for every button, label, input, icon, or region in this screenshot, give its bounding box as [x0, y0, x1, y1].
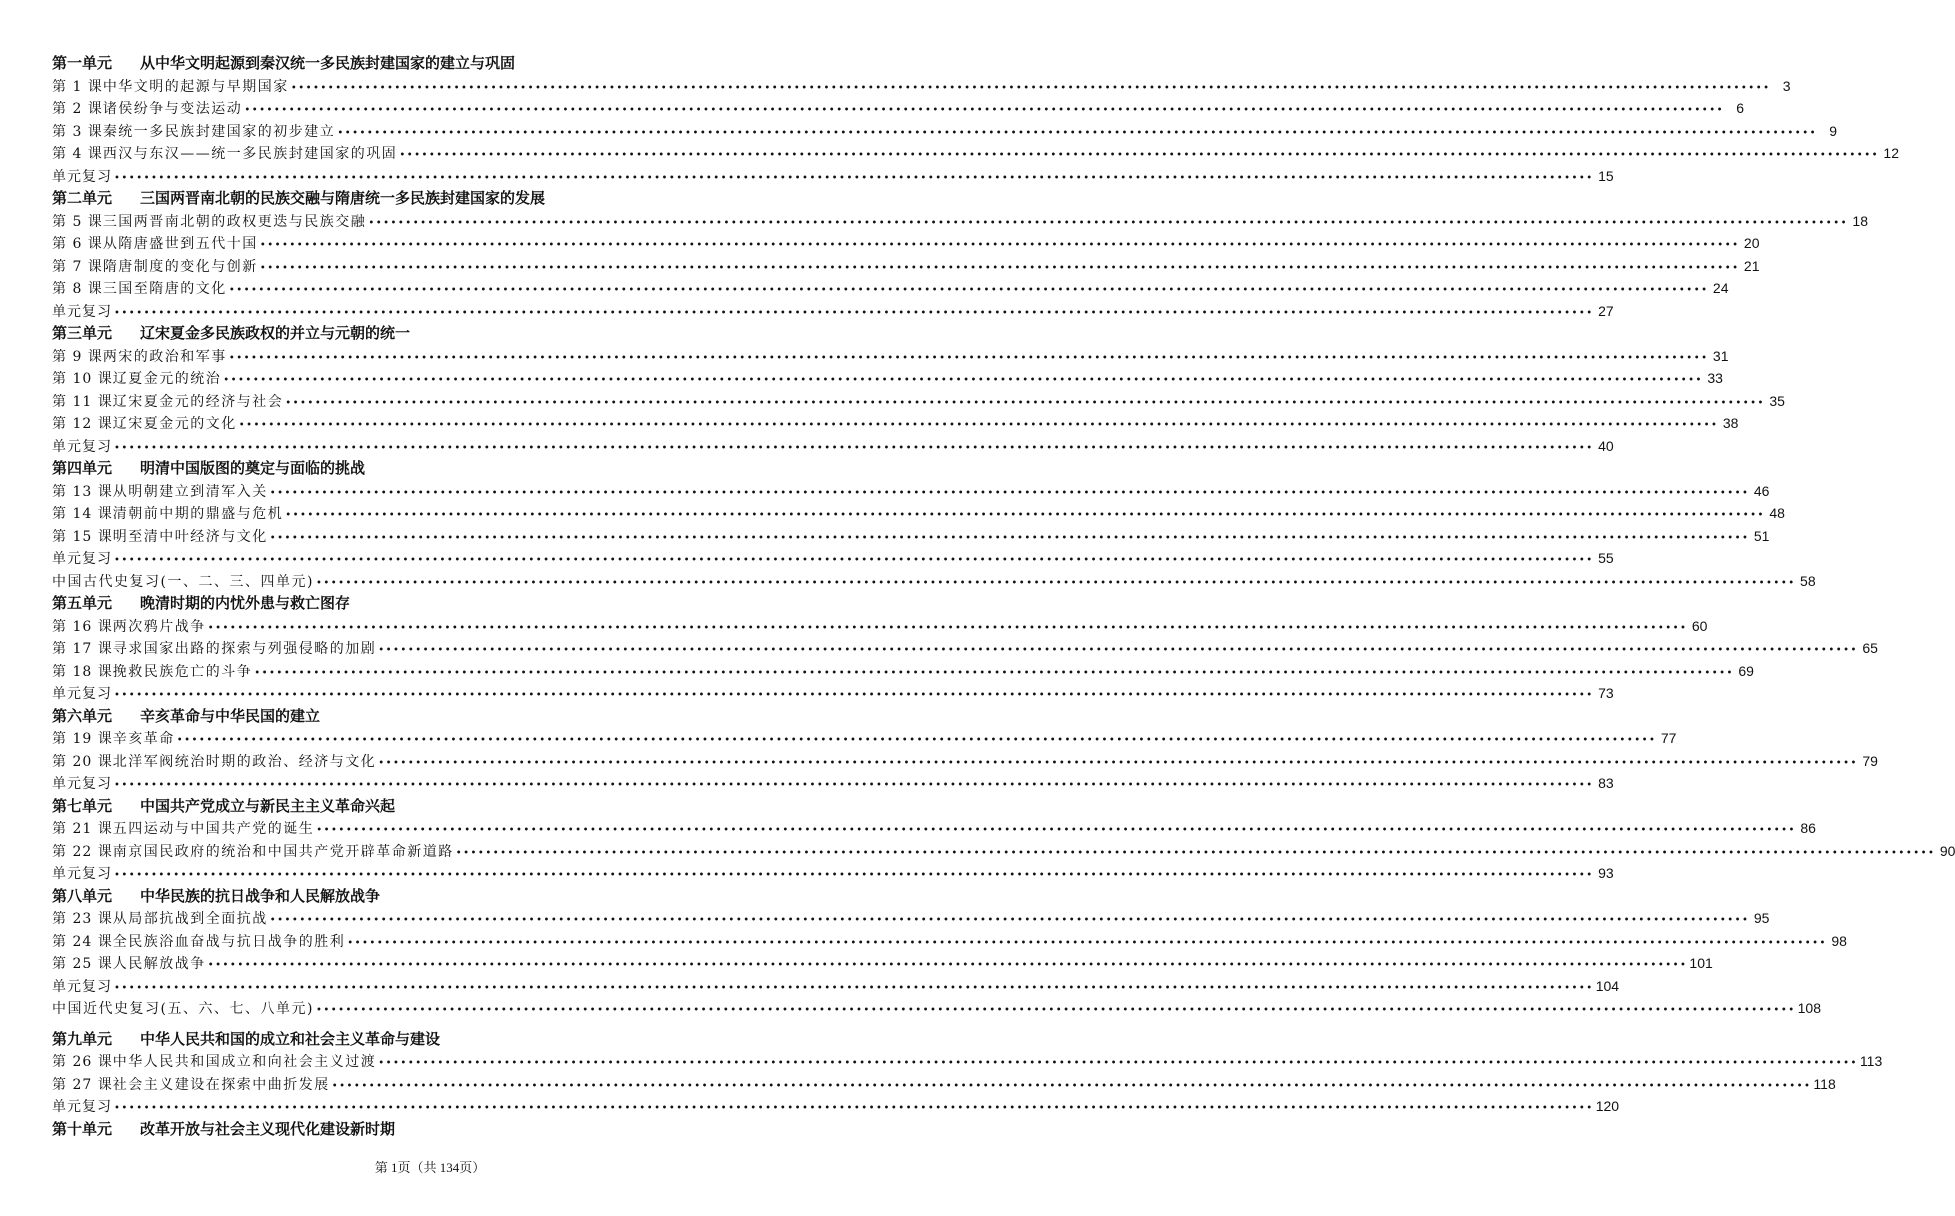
unit-label: 第五单元 [52, 594, 113, 612]
toc-lesson-entry[interactable] [52, 142, 1899, 165]
toc-unit-heading[interactable] [52, 322, 816, 345]
page-number: 55 [1598, 550, 1614, 566]
lesson-label: 第 25 课 [52, 956, 113, 972]
lesson-label: 第 5 课 [52, 213, 103, 230]
lesson-title: 挽救民族危亡的斗争 [112, 663, 253, 680]
lesson-label: 第 23 课 [52, 911, 113, 927]
page-number: 101 [1689, 955, 1713, 971]
lesson-label: 第 3 课 [52, 123, 103, 140]
page-number: 20 [1743, 235, 1760, 251]
toc-lesson-entry[interactable] [52, 1050, 1883, 1073]
leader-dots: •••••••••••••••••••••••••••••••••••••••••••••••••••••••••••••••••••••••••••••••••••••••••••••••••••••••••••••••••••••••••••••••••••••••••••••••••••••••••••••••••••••••••••••••••••••••••••••••••••••••• [228, 285, 1709, 296]
lesson-title: 辽宋夏金元的文化 [112, 416, 237, 432]
unit-label: 第九单元 [52, 1029, 113, 1048]
lesson-title: 从隋唐盛世到五代十国 [102, 236, 258, 252]
leader-dots: •••••••••••••••••••••••••••••••••••••••••••••••••••••••••••••••••••••••••••••••••••••••••••••••••••••••••••••••••••••••••••••••••••••••••••••••••••••••••••••••••••••••••••••••••••••••••••••••••••••••• [114, 442, 1594, 454]
lesson-label: 第 27 课 [52, 1076, 113, 1093]
lesson-title: 北洋军阀统治时期的政治、经济与文化 [112, 753, 377, 770]
lesson-title: 五四运动与中国共产党的诞生 [112, 821, 315, 837]
toc-lesson-entry[interactable] [52, 480, 1770, 503]
toc-unit-heading[interactable] [52, 52, 816, 75]
leader-dots: •••••••••••••••••••••••••••••••••••••••••••••••••••••••••••••••••••••••••••••••••••••••••••••••••••••••••••••••••••••••••••••••••••••••••••••••••••••••••••••••••••••••••••••••••••••••••••••••••••••••• [176, 735, 1657, 746]
toc-lesson-entry[interactable] [52, 930, 1847, 953]
toc-lesson-entry[interactable] [52, 840, 1955, 863]
leader-dots: •••••••••••••••••••••••••••••••••••••••••••••••••••••••••••••••••••••••••••••••••••••••••••••••••••••••••••••••••••••••••••••••••••••••••••••••••••••••••••••••••••••••••••••••••••••••••••••••••••••••• [114, 690, 1594, 701]
lesson-title: 全民族浴血奋战与抗日战争的胜利 [112, 933, 346, 950]
leader-dots: •••••••••••••••••••••••••••••••••••••••••••••••••••••••••••••••••••••••••••••••••••••••••••••••••••••••••••••••••••••••••••••••••••••••••••••••••••••••••••••••••••••••••••••••••••••••••••••••••••••••• [238, 420, 1719, 431]
lesson-label: 第 17 课 [52, 641, 113, 657]
leader-dots: •••••••••••••••••••••••••••••••••••••••••••••••••••••••••••••••••••••••••••••••••••••••••••••••••••••••••••••••••••••••••••••••••••••••••••••••••••••••••••••••••••••••••••••••••••••••••••••••••••••••• [228, 352, 1709, 364]
page-number: 90 [1939, 842, 1955, 859]
lesson-label: 第 14 课 [52, 506, 113, 522]
lesson-title: 辛亥革命 [112, 731, 175, 747]
page-number: 113 [1859, 1053, 1883, 1069]
review-label: 单元复习 [52, 1099, 112, 1115]
toc-review-entry[interactable] [52, 1095, 1620, 1118]
lesson-title: 三国至隋唐的文化 [102, 281, 227, 297]
page-number: 108 [1797, 1000, 1821, 1016]
page-number: 95 [1753, 910, 1770, 926]
page-number: 98 [1831, 932, 1847, 949]
table-of-contents [52, 52, 1955, 1140]
toc-review-entry[interactable] [52, 975, 1620, 998]
lesson-title: 明至清中叶经济与文化 [112, 528, 268, 545]
page-number: 3 [1782, 77, 1791, 94]
toc-lesson-entry[interactable] [52, 727, 1677, 750]
lesson-label: 第 15 课 [52, 528, 113, 545]
leader-dots: •••••••••••••••••••••••••••••••••••••••••••••••••••••••••••••••••••••••••••••••••••••••••••••••••••••••••••••••••••••••••••••••••••••••••••••••••••••••••••••••••••••••••••••••••••••••••••••••••••••••• [368, 217, 1848, 229]
lesson-label: 第 9 课 [52, 348, 103, 365]
page-number: 58 [1800, 572, 1816, 589]
lesson-label: 第 1 课 [52, 78, 103, 95]
toc-lesson-entry[interactable] [52, 637, 1878, 660]
lesson-title: 西汉与东汉——统一多民族封建国家的巩固 [102, 146, 398, 162]
unit-label: 第四单元 [52, 459, 113, 477]
toc-review-entry[interactable] [52, 772, 1614, 795]
leader-dots: •••••••••••••••••••••••••••••••••••••••••••••••••••••••••••••••••••••••••••••••••••••••••••••••••••••••••••••••••••••••••••••••••••••••••••••••••••••••••••••••••••••••••••••••••••••••••••••••••••••••• [269, 915, 1750, 926]
unit-title: 中华人民共和国的成立和社会主义革命与建设 [140, 1029, 441, 1048]
toc-lesson-entry[interactable] [52, 255, 1760, 278]
unit-title: 明清中国版图的奠定与面临的挑战 [140, 459, 366, 477]
toc-unit-heading[interactable] [52, 457, 816, 480]
toc-lesson-entry[interactable] [52, 390, 1785, 413]
unit-title: 三国两晋南北朝的民族交融与隋唐统一多民族封建国家的发展 [140, 189, 546, 207]
leader-dots: •••••••••••••••••••••••••••••••••••••••••••••••••••••••••••••••••••••••••••••••••••••••••••••••••••••••••••••••••••••••••••••••••••••••••••••••••••••••••••••••••••••••••••••••••••••••••••••••••••••••• [331, 1080, 1812, 1092]
leader-dots: •••••••••••••••••••••••••••••••••••••••••••••••••••••••••••••••••••••••••••••••••••••••••••••••••••••••••••••••••••••••••••••••••••••••••••••••••••••••••••••••••••••••••••••••••••••••••••••••••••••••• [378, 645, 1858, 656]
toc-lesson-entry[interactable] [52, 277, 1729, 300]
page-number: 38 [1722, 415, 1739, 431]
toc-lesson-entry[interactable] [52, 615, 1708, 638]
leader-dots: •••••••••••••••••••••••••••••••••••••••••••••••••••••••••••••••••••••••••••••••••••••••••••••••••••••••••••••••••••••••••••••••••••••••••••••••••••••••••••••••••••••••••••••••••••••••••••••••••••••••• [244, 105, 1724, 116]
review-label: 单元复习 [52, 686, 112, 702]
toc-unit-heading[interactable] [52, 1118, 816, 1141]
lesson-label: 第 19 课 [52, 731, 113, 747]
toc-lesson-entry[interactable] [52, 502, 1785, 525]
leader-dots: •••••••••••••••••••••••••••••••••••••••••••••••••••••••••••••••••••••••••••••••••••••••••••••••••••••••••••••••••••••••••••••••••••••••••••••••••••••••••••••••••••••••••••••••••••••••••••••••••••••••• [455, 847, 1936, 859]
leader-dots: •••••••••••••••••••••••••••••••••••••••••••••••••••••••••••••••••••••••••••••••••••••••••••••••••••••••••••••••••••••••••••••••••••••••••••••••••••••••••••••••••••••••••••••••••••••••••••••••••••••••• [269, 487, 1750, 499]
lesson-title: 辽宋夏金元的经济与社会 [112, 393, 284, 410]
lesson-title: 清朝前中期的鼎盛与危机 [112, 506, 284, 522]
leader-dots: •••••••••••••••••••••••••••••••••••••••••••••••••••••••••••••••••••••••••••••••••••••••••••••••••••••••••••••••••••••••••••••••••••••••••••••••••••••••••••••••••••••••••••••••••••••••••••••••••••••••• [285, 397, 1765, 409]
lesson-title: 两次鸦片战争 [112, 618, 206, 635]
review-label: 单元复习 [52, 551, 112, 567]
toc-lesson-entry[interactable] [52, 525, 1770, 548]
leader-dots: •••••••••••••••••••••••••••••••••••••••••••••••••••••••••••••••••••••••••••••••••••••••••••••••••••••••••••••••••••••••••••••••••••••••••••••••••••••••••••••••••••••••••••••••••••••••••••••••••••••••• [114, 1103, 1594, 1114]
page-number: 79 [1862, 752, 1878, 769]
lesson-label: 第 13 课 [52, 483, 113, 500]
leader-dots: •••••••••••••••••••••••••••••••••••••••••••••••••••••••••••••••••••••••••••••••••••••••••••••••••••••••••••••••••••••••••••••••••••••••••••••••••••••••••••••••••••••••••••••••••••••••••••••••••••••••• [207, 622, 1688, 634]
lesson-label: 第 6 课 [52, 236, 103, 252]
leader-dots: •••••••••••••••••••••••••••••••••••••••••••••••••••••••••••••••••••••••••••••••••••••••••••••••••••••••••••••••••••••••••••••••••••••••••••••••••••••••••••••••••••••••••••••••••••••••••••••••••••••••• [114, 780, 1594, 791]
review-label: 单元复习 [52, 978, 112, 995]
summary-title: 中国近代史复习(五、六、七、八单元) [52, 1001, 314, 1017]
toc-unit-heading[interactable] [52, 705, 816, 728]
leader-dots: •••••••••••••••••••••••••••••••••••••••••••••••••••••••••••••••••••••••••••••••••••••••••••••••••••••••••••••••••••••••••••••••••••••••••••••••••••••••••••••••••••••••••••••••••••••••••••••••••••••••• [399, 150, 1879, 161]
leader-dots: •••••••••••••••••••••••••••••••••••••••••••••••••••••••••••••••••••••••••••••••••••••••••••••••••••••••••••••••••••••••••••••••••••••••••••••••••••••••••••••••••••••••••••••••••••••••••••••••••••••••• [254, 667, 1734, 679]
page-number: 31 [1712, 347, 1729, 364]
page-number: 60 [1691, 617, 1708, 634]
unit-label: 第二单元 [52, 189, 113, 207]
leader-dots: •••••••••••••••••••••••••••••••••••••••••••••••••••••••••••••••••••••••••••••••••••••••••••••••••••••••••••••••••••••••••••••••••••••••••••••••••••••••••••••••••••••••••••••••••••••••••••••••••••••••• [378, 1058, 1858, 1069]
leader-dots: •••••••••••••••••••••••••••••••••••••••••••••••••••••••••••••••••••••••••••••••••••••••••••••••••••••••••••••••••••••••••••••••••••••••••••••••••••••••••••••••••••••••••••••••••••••••••••••••••••••••• [285, 510, 1765, 521]
page-number: 9 [1829, 122, 1837, 139]
leader-dots: •••••••••••••••••••••••••••••••••••••••••••••••••••••••••••••••••••••••••••••••••••••••••••••••••••••••••••••••••••••••••••••••••••••••••••••••••••••••••••••••••••••••••••••••••••••••••••••••••••••••• [315, 1005, 1796, 1016]
unit-title: 从中华文明起源到秦汉统一多民族封建国家的建立与巩固 [140, 54, 516, 72]
leader-dots: •••••••••••••••••••••••••••••••••••••••••••••••••••••••••••••••••••••••••••••••••••••••••••••••••••••••••••••••••••••••••••••••••••••••••••••••••••••••••••••••••••••••••••••••••••••••••••••••••••••••• [114, 307, 1594, 319]
lesson-title: 秦统一多民族封建国家的初步建立 [102, 123, 336, 140]
page-number: 18 [1852, 212, 1868, 229]
toc-lesson-entry[interactable] [52, 75, 1791, 98]
unit-label: 第六单元 [52, 706, 113, 725]
page-number: 40 [1598, 437, 1614, 454]
review-label: 单元复习 [52, 168, 112, 185]
leader-dots: •••••••••••••••••••••••••••••••••••••••••••••••••••••••••••••••••••••••••••••••••••••••••••••••••••••••••••••••••••••••••••••••••••••••••••••••••••••••••••••••••••••••••••••••••••••••••••••••••••••••• [114, 982, 1594, 994]
page-number: 12 [1883, 145, 1899, 161]
toc-lesson-entry[interactable] [52, 210, 1868, 233]
toc-lesson-entry[interactable] [52, 1073, 1836, 1096]
lesson-label: 第 16 课 [52, 618, 113, 635]
leader-dots: •••••••••••••••••••••••••••••••••••••••••••••••••••••••••••••••••••••••••••••••••••••••••••••••••••••••••••••••••••••••••••••••••••••••••••••••••••••••••••••••••••••••••••••••••••••••••••••••••••••••• [315, 577, 1796, 589]
unit-label: 第七单元 [52, 796, 113, 815]
page-number: 118 [1813, 1075, 1836, 1092]
unit-label: 第八单元 [52, 886, 113, 905]
toc-lesson-entry[interactable] [52, 750, 1878, 773]
unit-title: 改革开放与社会主义现代化建设新时期 [140, 1119, 396, 1138]
lesson-label: 第 4 课 [52, 146, 103, 162]
toc-lesson-entry[interactable] [52, 952, 1713, 975]
page-number: 24 [1712, 280, 1729, 296]
unit-title: 中国共产党成立与新民主主义革命兴起 [140, 796, 396, 815]
lesson-title: 两宋的政治和军事 [102, 348, 227, 365]
toc-summary-entry[interactable] [52, 570, 1816, 593]
unit-label: 第三单元 [52, 324, 113, 342]
leader-dots: •••••••••••••••••••••••••••••••••••••••••••••••••••••••••••••••••••••••••••••••••••••••••••••••••••••••••••••••••••••••••••••••••••••••••••••••••••••••••••••••••••••••••••••••••••••••••••••••••••••••• [259, 262, 1740, 274]
lesson-title: 辽夏金元的统治 [112, 371, 222, 387]
page-number: 15 [1598, 167, 1614, 184]
page-number: 83 [1598, 775, 1614, 791]
lesson-title: 中华人民共和国成立和向社会主义过渡 [112, 1054, 377, 1070]
lesson-label: 第 21 课 [52, 821, 113, 837]
page-number: 27 [1598, 302, 1614, 319]
page-number: 104 [1595, 977, 1620, 994]
review-label: 单元复习 [52, 866, 112, 882]
lesson-title: 隋唐制度的变化与创新 [102, 258, 258, 275]
toc-lesson-entry[interactable] [52, 232, 1760, 255]
leader-dots: •••••••••••••••••••••••••••••••••••••••••••••••••••••••••••••••••••••••••••••••••••••••••••••••••••••••••••••••••••••••••••••••••••••••••••••••••••••••••••••••••••••••••••••••••••••••••••••••••••••••• [378, 757, 1858, 769]
review-label: 单元复习 [52, 776, 112, 792]
toc-review-entry[interactable] [52, 165, 1614, 188]
toc-lesson-entry[interactable] [52, 120, 1837, 143]
leader-dots: •••••••••••••••••••••••••••••••••••••••••••••••••••••••••••••••••••••••••••••••••••••••••••••••••••••••••••••••••••••••••••••••••••••••••••••••••••••••••••••••••••••••••••••••••••••••••••••••••••••••• [114, 870, 1594, 881]
page-number: 33 [1707, 370, 1723, 386]
unit-title: 晚清时期的内忧外患与救亡图存 [140, 594, 351, 612]
lesson-label: 第 8 课 [52, 281, 103, 297]
toc-unit-heading[interactable] [52, 795, 816, 818]
page-number: 120 [1595, 1098, 1620, 1114]
page-number: 46 [1753, 482, 1770, 499]
page-number: 6 [1736, 100, 1744, 116]
toc-lesson-entry[interactable] [52, 345, 1729, 368]
toc-unit-heading[interactable] [52, 885, 816, 908]
page-number: 48 [1769, 505, 1785, 521]
page-number: 93 [1598, 865, 1614, 881]
lesson-label: 第 11 课 [52, 393, 113, 410]
toc-review-entry[interactable] [52, 435, 1614, 458]
summary-title: 中国古代史复习(一、二、三、四单元) [52, 573, 314, 590]
unit-title: 中华民族的抗日战争和人民解放战争 [140, 886, 381, 905]
lesson-title: 从明朝建立到清军入关 [112, 483, 268, 500]
leader-dots: •••••••••••••••••••••••••••••••••••••••••••••••••••••••••••••••••••••••••••••••••••••••••••••••••••••••••••••••••••••••••••••••••••••••••••••••••••••••••••••••••••••••••••••••••••••••••••••••••••••••• [290, 82, 1771, 94]
lesson-title: 从局部抗战到全面抗战 [112, 911, 268, 927]
lesson-label: 第 2 课 [52, 101, 103, 117]
toc-review-entry[interactable] [52, 682, 1614, 705]
lesson-title: 社会主义建设在探索中曲折发展 [112, 1076, 330, 1093]
page-number: 65 [1862, 640, 1878, 656]
page-number: 21 [1743, 257, 1760, 274]
page-number: 35 [1769, 392, 1785, 409]
lesson-label: 第 22 课 [52, 843, 113, 860]
unit-title: 辽宋夏金多民族政权的并立与元朝的统一 [140, 324, 411, 342]
toc-unit-heading[interactable] [52, 187, 816, 210]
lesson-label: 第 24 课 [52, 933, 113, 950]
review-label: 单元复习 [52, 438, 112, 455]
page-number: 51 [1753, 527, 1770, 544]
toc-lesson-entry[interactable] [52, 907, 1770, 930]
toc-lesson-entry[interactable] [52, 660, 1754, 683]
leader-dots: •••••••••••••••••••••••••••••••••••••••••••••••••••••••••••••••••••••••••••••••••••••••••••••••••••••••••••••••••••••••••••••••••••••••••••••••••••••••••••••••••••••••••••••••••••••••••••••••••••••••• [114, 172, 1594, 184]
toc-summary-entry[interactable] [52, 997, 1821, 1020]
lesson-label: 第 12 课 [52, 416, 113, 432]
toc-lesson-entry[interactable] [52, 97, 1744, 120]
toc-lesson-entry[interactable] [52, 817, 1816, 840]
page-number: 69 [1738, 662, 1754, 679]
toc-review-entry[interactable] [52, 547, 1614, 570]
lesson-title: 诸侯纷争与变法运动 [102, 101, 243, 117]
toc-unit-heading[interactable] [52, 1028, 816, 1051]
lesson-title: 南京国民政府的统治和中国共产党开辟革命新道路 [112, 843, 454, 860]
page-number: 73 [1598, 685, 1614, 701]
lesson-label: 第 10 课 [52, 371, 113, 387]
lesson-label: 第 26 课 [52, 1054, 113, 1070]
lesson-title: 三国两晋南北朝的政权更迭与民族交融 [102, 213, 367, 230]
lesson-title: 寻求国家出路的探索与列强侵略的加剧 [112, 641, 377, 657]
page-footer: 第 1页（共 134页） [374, 1160, 486, 1175]
lesson-title: 中华文明的起源与早期国家 [102, 78, 289, 95]
page-number: 86 [1800, 820, 1816, 836]
page-number: 77 [1660, 730, 1677, 746]
toc-review-entry[interactable] [52, 862, 1614, 885]
lesson-label: 第 20 课 [52, 753, 113, 770]
toc-review-entry[interactable] [52, 300, 1614, 323]
toc-lesson-entry[interactable] [52, 367, 1723, 390]
leader-dots: •••••••••••••••••••••••••••••••••••••••••••••••••••••••••••••••••••••••••••••••••••••••••••••••••••••••••••••••••••••••••••••••••••••••••••••••••••••••••••••••••••••••••••••••••••••••••••••••••••••••• [207, 960, 1688, 971]
lesson-title: 人民解放战争 [112, 956, 206, 972]
lesson-label: 第 18 课 [52, 663, 113, 680]
leader-dots: •••••••••••••••••••••••••••••••••••••••••••••••••••••••••••••••••••••••••••••••••••••••••••••••••••••••••••••••••••••••••••••••••••••••••••••••••••••••••••••••••••••••••••••••••••••••••••••••••••••••• [316, 825, 1796, 836]
toc-unit-heading[interactable] [52, 592, 816, 615]
leader-dots: •••••••••••••••••••••••••••••••••••••••••••••••••••••••••••••••••••••••••••••••••••••••••••••••••••••••••••••••••••••••••••••••••••••••••••••••••••••••••••••••••••••••••••••••••••••••••••••••••••••••• [114, 555, 1594, 566]
review-label: 单元复习 [52, 303, 112, 320]
leader-dots: •••••••••••••••••••••••••••••••••••••••••••••••••••••••••••••••••••••••••••••••••••••••••••••••••••••••••••••••••••••••••••••••••••••••••••••••••••••••••••••••••••••••••••••••••••••••••••••••••••••••• [259, 240, 1740, 251]
leader-dots: •••••••••••••••••••••••••••••••••••••••••••••••••••••••••••••••••••••••••••••••••••••••••••••••••••••••••••••••••••••••••••••••••••••••••••••••••••••••••••••••••••••••••••••••••••••••••••••••••••••••• [337, 127, 1817, 139]
toc-lesson-entry[interactable] [52, 412, 1739, 435]
unit-title: 辛亥革命与中华民国的建立 [140, 706, 321, 725]
unit-label: 第一单元 [52, 54, 113, 72]
leader-dots: •••••••••••••••••••••••••••••••••••••••••••••••••••••••••••••••••••••••••••••••••••••••••••••••••••••••••••••••••••••••••••••••••••••••••••••••••••••••••••••••••••••••••••••••••••••••••••••••••••••••• [347, 937, 1827, 949]
lesson-label: 第 7 课 [52, 258, 103, 275]
leader-dots: •••••••••••••••••••••••••••••••••••••••••••••••••••••••••••••••••••••••••••••••••••••••••••••••••••••••••••••••••••••••••••••••••••••••••••••••••••••••••••••••••••••••••••••••••••••••••••••••••••••••• [269, 532, 1750, 544]
leader-dots: •••••••••••••••••••••••••••••••••••••••••••••••••••••••••••••••••••••••••••••••••••••••••••••••••••••••••••••••••••••••••••••••••••••••••••••••••••••••••••••••••••••••••••••••••••••••••••••••••••••••• [223, 375, 1703, 386]
unit-label: 第十单元 [52, 1119, 113, 1138]
